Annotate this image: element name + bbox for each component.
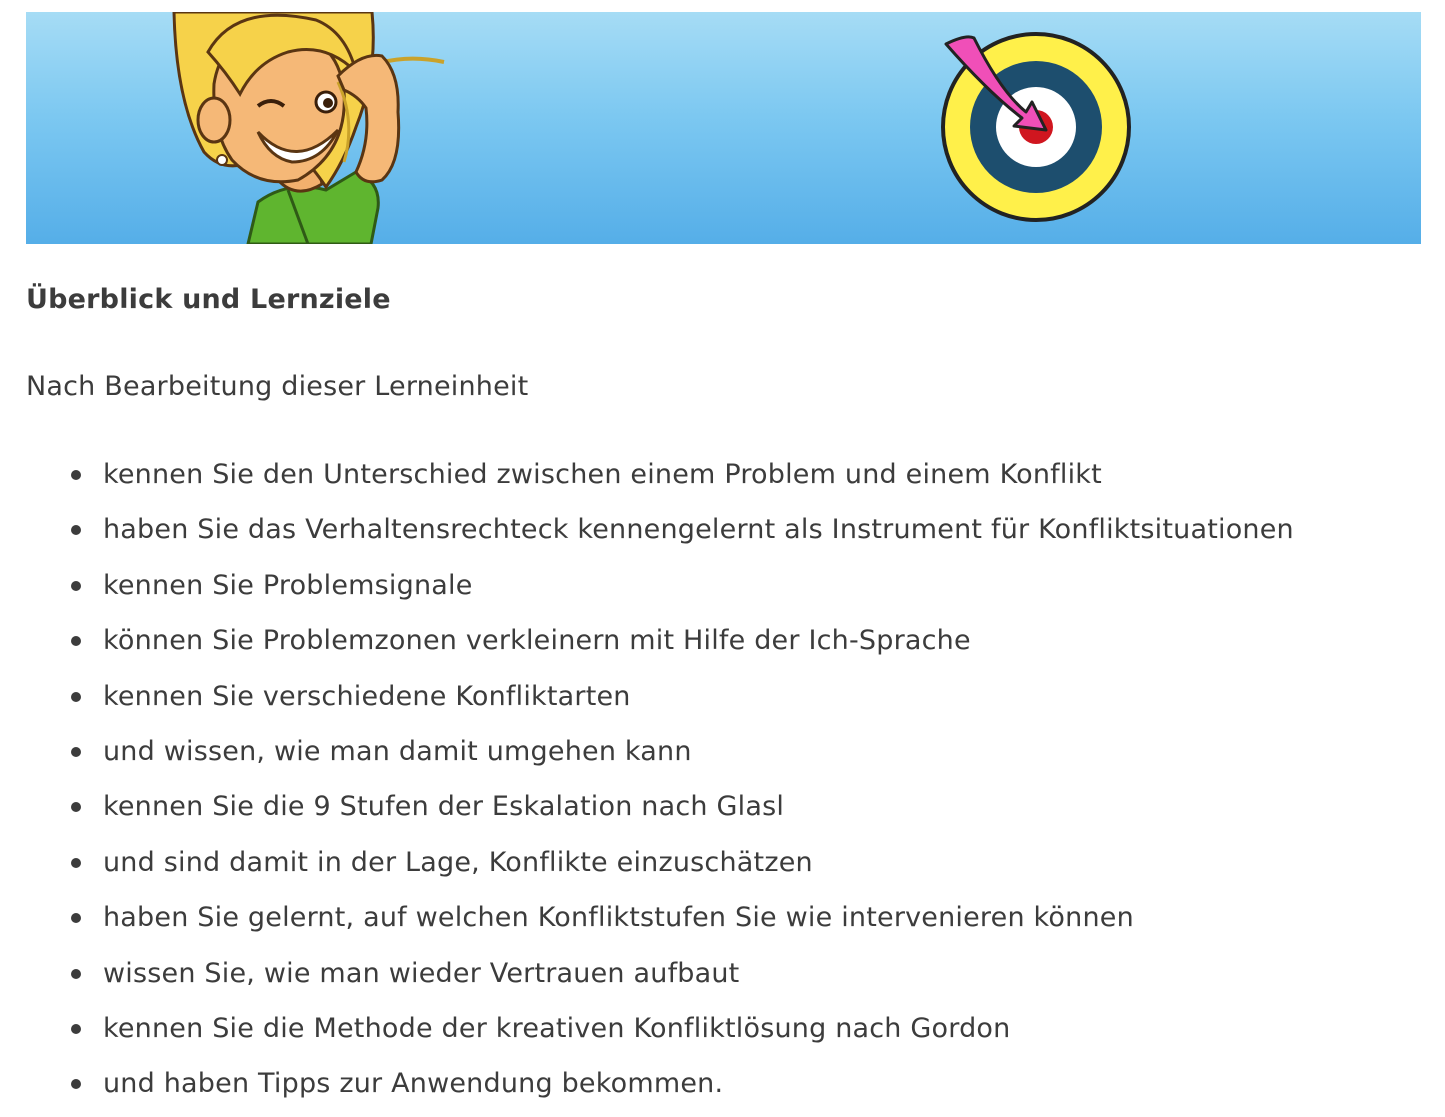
bullet-icon: [71, 1024, 81, 1034]
list-item-text: können Sie Problemzonen verkleinern mit Hilfe der Ich-Sprache: [103, 625, 971, 657]
list-item-text: und wissen, wie man damit umgehen kann: [103, 735, 692, 767]
list-item-text: kennen Sie den Unterschied zwischen einem Problem und einem Konflikt: [103, 459, 1102, 490]
list-item-text: haben Sie gelernt, auf welchen Konfliktstufen Sie wie intervenieren können: [103, 902, 1134, 934]
bullet-icon: [71, 1079, 81, 1089]
list-item: [0, 563, 1294, 618]
list-item: [0, 507, 1294, 562]
list-item: [0, 729, 1294, 784]
bullet-icon: [71, 581, 81, 591]
bullet-icon: [71, 692, 81, 702]
bullet-icon: [71, 913, 81, 923]
list-item-text: kennen Sie verschiedene Konfliktarten: [103, 680, 631, 712]
list-item: [0, 840, 1294, 895]
dartboard-with-arrow-illustration: [943, 34, 1129, 220]
header-banner: [26, 12, 1421, 244]
banner-illustration: [26, 12, 1421, 244]
list-item: [0, 784, 1294, 839]
winking-woman-illustration: [174, 12, 444, 244]
list-item: [0, 895, 1294, 950]
list-item: [0, 951, 1294, 1006]
list-item-text: kennen Sie Problemsignale: [103, 569, 473, 601]
list-item-text: kennen Sie die 9 Stufen der Eskalation nach Glasl: [103, 791, 785, 823]
bullet-icon: [71, 802, 81, 812]
section-title: Überblick und Lernziele: [26, 284, 391, 315]
list-item-text: kennen Sie die Methode der kreativen Konfliktlösung nach Gordon: [103, 1012, 1011, 1044]
list-item: [0, 452, 1294, 507]
list-item: [0, 618, 1294, 673]
list-item: [0, 674, 1294, 729]
list-item-text: haben Sie das Verhaltensrechteck kennengelernt als Instrument für Konfliktsituationen: [103, 514, 1294, 546]
bullet-icon: [71, 969, 81, 979]
list-item: [0, 1006, 1294, 1061]
bullet-icon: [71, 858, 81, 868]
bullet-icon: [71, 747, 81, 757]
intro-text: Nach Bearbeitung dieser Lerneinheit: [26, 371, 529, 402]
bullet-icon: [71, 470, 81, 480]
list-item-text: und haben Tipps zur Anwendung bekommen.: [103, 1068, 724, 1100]
list-item: [0, 1061, 1294, 1116]
bullet-icon: [71, 525, 81, 535]
list-item-text: und sind damit in der Lage, Konflikte einzuschätzen: [103, 846, 813, 878]
bullet-icon: [71, 636, 81, 646]
list-item-text: wissen Sie, wie man wieder Vertrauen aufbaut: [103, 957, 740, 989]
learning-goals-list: [0, 452, 1294, 1117]
